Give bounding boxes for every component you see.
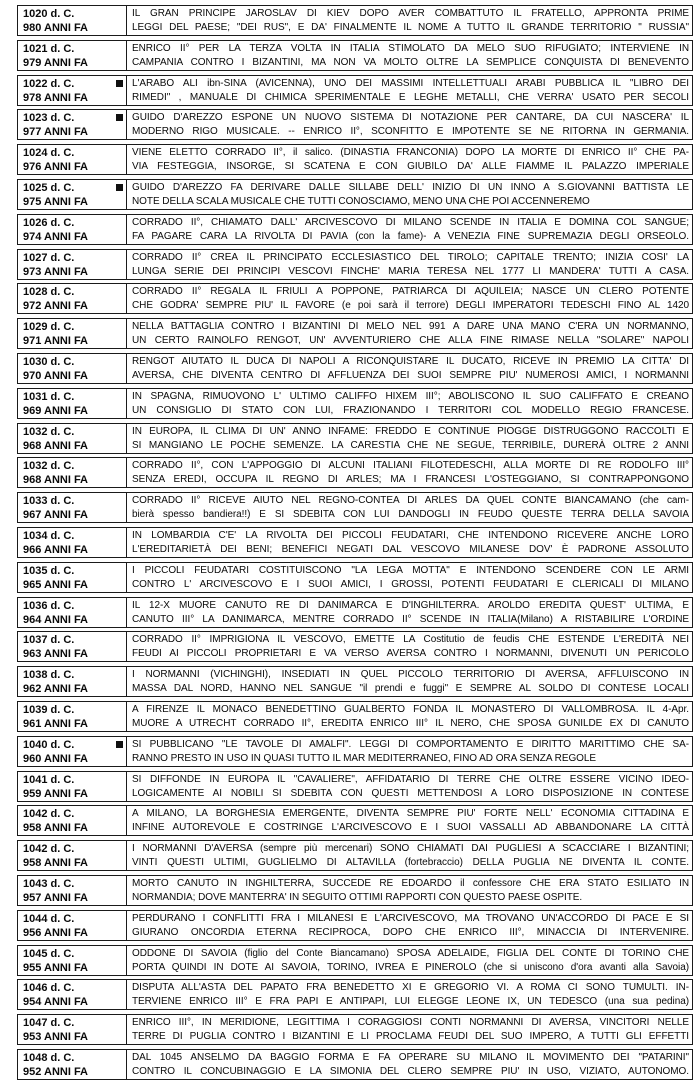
date-cell — [17, 388, 128, 419]
timeline-sheet — [5, 3, 693, 1082]
entry-text — [126, 492, 693, 523]
entry-line: DISPUTA ALL'ASTA DEL PAPATO FRA BENEDETTO XI E GREGORIO VI. A ROMA CI SONO TUMULTI. IN- — [132, 982, 689, 994]
entry-text — [126, 979, 693, 1010]
entry-line: CORRADO II° REGALA IL FRIULI A POPPONE, PATRIARCA DI AQUILEIA; NASCE UN CLERO POTENTE — [132, 286, 689, 298]
entry-text — [126, 75, 693, 106]
years-ago: 962 ANNI FA — [23, 683, 89, 696]
years-ago: 960 ANNI FA — [23, 752, 89, 765]
date-cell — [17, 910, 128, 941]
entry-text — [126, 945, 693, 976]
timeline-entry — [5, 664, 693, 699]
years-ago: 953 ANNI FA — [23, 1031, 89, 1044]
timeline-entry — [5, 699, 693, 734]
entry-line: L'ARABO ALI ibn-SINA (AVICENNA), UNO DEI MASSIMI INTELLETTUALI ARABI PUBBLICA IL "LIBRO DEI — [132, 77, 689, 89]
entry-line: LOGICAMENTE AI NOBILI SI SDEBITA CON QUESTI METTENDOSI A LORO DISPOSIZIONE IN CONTESE — [132, 787, 689, 799]
entry-line: MODERNO RIGO MUSICALE. -- ENRICO II°, SCONFITTO E IMPOTENTE SE NE RITORNA IN GERMANIA. — [132, 126, 689, 138]
timeline-entry — [5, 943, 693, 978]
years-ago: 959 ANNI FA — [23, 787, 89, 800]
date-cell — [17, 875, 128, 906]
date-cell — [17, 736, 128, 767]
entry-text — [126, 1049, 693, 1080]
years-ago: 964 ANNI FA — [23, 613, 89, 626]
entry-line: SENZA EREDI, OCCUPA IL REGNO DI ARLES; MA I FRANCESI L'OSTEGGIANO, SI CONTRAPPONGONO — [132, 474, 689, 486]
years-ago: 968 ANNI FA — [23, 439, 89, 452]
entry-line: I NORMANNI D'AVERSA (sempre più mercenari) SONO CHIAMATI DAI PUGLIESI A SCACCIARE I BIZANTINI; — [132, 843, 689, 855]
entry-text — [126, 597, 693, 628]
entry-year: 1047 d. C. — [23, 1017, 75, 1030]
entry-line: UN CONSIGLIO DI STATO CON LUI, FRAZIONANDO I TERRITORI COL MODELLO REGIO FRANCESE. — [132, 404, 689, 416]
date-cell — [17, 562, 128, 593]
entry-line: VIENE ELETTO CORRADO II°, il salico. (DINASTIA FRANCONIA) DOPO LA MORTE DI ENRICO II° CHE PA- — [132, 147, 689, 159]
entry-line: ENRICO III°, IN MERIDIONE, LEGITTIMA I CORAGGIOSI CONTI NORMANNI DI AVERSA, VINCITORI NELLE — [132, 1017, 689, 1029]
entry-line: IN SPAGNA, RIMUOVONO L' ULTIMO CALIFFO HIXEM III°; ABOLISCONO IL SUO CALIFFATO E CREANO — [132, 390, 689, 402]
entry-line: VINTI QUESTI ULTIMI, GUGLIELMO DI ALTAVILLA (fortebraccio) DELLA PUGLIA NE DIVENTA IL CONTE. — [132, 857, 689, 869]
entry-line: I NORMANNI (VICHINGHI), INSEDIATI IN QUEL PICCOLO TERRITORIO DI AVERSA, AFFLUISCONO IN — [132, 669, 689, 681]
date-cell — [17, 945, 128, 976]
entry-line: CORRADO II° IMPRIGIONA IL VESCOVO, EMETTE LA Costitutio de feudis CHE ESTENDE L'EREDITÀ NEI — [132, 634, 689, 646]
timeline-entry — [5, 421, 693, 456]
entry-line: AVERSA, CHE DIVENTA CENTRO DI AFFLUENZA DEI SUOI SEMPRE PIU' NUMEROSI AMICI, I NORMANNI — [132, 369, 689, 381]
entry-year: 1044 d. C. — [23, 912, 75, 925]
entry-year: 1038 d. C. — [23, 669, 75, 682]
entry-line: RIMEDI" , MANUALE DI CHIMICA SPERIMENTALE E LEGHE METALLI, CHE VERRA' USATO PER SECOLI — [132, 91, 689, 103]
entry-line: LUNGA SERIE DEI PRINCIPI VESCOVI FINCHE' MARIA TERESA NEL 1777 LI MANDERA' TUTTI A CASA. — [132, 265, 689, 277]
timeline-entry — [5, 1047, 693, 1082]
date-cell — [17, 249, 128, 280]
square-bullet-icon — [116, 184, 123, 191]
entry-year: 1036 d. C. — [23, 599, 75, 612]
date-cell — [17, 318, 128, 349]
timeline-entry — [5, 490, 693, 525]
date-cell — [17, 492, 128, 523]
years-ago: 967 ANNI FA — [23, 509, 89, 522]
entry-line: I PICCOLI FEUDATARI COSTITUISCONO "LA LEGA MOTTA" E INTENDONO SCENDERE CON LE ARMI — [132, 564, 689, 576]
timeline-entry — [5, 455, 693, 490]
entry-year: 1042 d. C. — [23, 843, 75, 856]
entry-year: 1030 d. C. — [23, 355, 75, 368]
years-ago: 975 ANNI FA — [23, 195, 89, 208]
entry-line: bierà spesso bandiera!!) E SI SDEBITA CON LUI DANDOGLI IN FEUDO QUESTE TERRA DELLA SAVOIA — [132, 509, 689, 521]
square-bullet-icon — [116, 114, 123, 121]
entry-text — [126, 666, 693, 697]
entry-line: NORMANDIA; DOVE MANTERRA' IN SEGUITO OTTIMI RAPPORTI CON QUESTO PAESE OSPITE. — [132, 891, 583, 903]
entry-text — [126, 249, 693, 280]
timeline-entry — [5, 212, 693, 247]
date-cell — [17, 840, 128, 871]
entry-line: LEGGI DEL PAESE; "DEI RUS", E DA' FINALMENTE IL NOME A TUTTO IL GRANDE TERRITORIO " RUSSIA" — [132, 22, 689, 33]
entry-line: A FIRENZE IL MONACO BENEDETTINO GUALBERTO FONDA IL MONASTERO DI VALLOMBROSA. IL 4-Apr. — [132, 703, 689, 715]
entry-line: RANNO PRESTO IN USO IN QUASI TUTTO IL MAR MEDITERRANEO, FINO AD ORA SENZA REGOLE — [132, 752, 597, 764]
years-ago: 957 ANNI FA — [23, 891, 89, 904]
entry-text — [126, 875, 693, 906]
entry-text — [126, 214, 693, 245]
entry-line: PORTA QUINDI IN DOTE AI SAVOIA, TORINO, IVREA E PINEROLO (che si uniscono d'ora avanti alla Savoia) — [132, 961, 689, 973]
date-cell — [17, 805, 128, 836]
date-cell — [17, 5, 128, 36]
years-ago: 971 ANNI FA — [23, 335, 89, 348]
date-cell — [17, 283, 128, 314]
timeline-entry — [5, 873, 693, 908]
timeline-entry — [5, 247, 693, 282]
entry-line: A MILANO, LA BORGHESIA EMERGENTE, DIVENTA SEMPRE PIU' FORTE NELL' ECONOMIA CITTADINA E — [132, 808, 689, 820]
entry-year: 1043 d. C. — [23, 877, 75, 890]
entry-text — [126, 736, 693, 767]
years-ago: 956 ANNI FA — [23, 926, 89, 939]
entry-line: CAMPANIA CONTRO I BIZANTINI, MA NON VA MOLTO OLTRE LA SEMPLICE CONQUISTA DI BENEVENTO — [132, 56, 689, 68]
entry-text — [126, 562, 693, 593]
entry-year: 1035 d. C. — [23, 564, 75, 577]
entry-line: MORTO CANUTO IN INGHILTERRA, SUCCEDE RE EDOARDO il confessore CHE ERA STATO ESILIATO IN — [132, 877, 689, 889]
entry-year: 1034 d. C. — [23, 529, 75, 542]
entry-line: CONTRO L' ARCIVESCOVO E I SUOI AMICI, I GROSSI, POTENTI FEUDATARI E CLERICALI DI MILANO — [132, 578, 689, 590]
entry-line: TERVIENE ENRICO III° E FRA PAPI E ANTIPAPI, LUI ELEGGE LEONE IX, UN TEDESCO (una sua pedina) — [132, 996, 689, 1008]
timeline-entry — [5, 3, 693, 38]
timeline-entry — [5, 316, 693, 351]
entry-line: UN CERTO RAINOLFO RENGOT, UN' AVVENTURIERO CHE ALLA FINE RIMASE NELLA "SOLARE" NAPOLI — [132, 335, 689, 347]
timeline-entry — [5, 107, 693, 142]
square-bullet-icon — [116, 741, 123, 748]
entry-year: 1032 d. C. — [23, 425, 75, 438]
date-cell — [17, 701, 128, 732]
entry-line: DAL 1045 ANSELMO DA BAGGIO FORMA E FA OPERARE SU MILANO IL MOVIMENTO DEI "PATARINI" — [132, 1051, 689, 1063]
entry-line: RENGOT AIUTATO IL DUCA DI NAPOLI A RICONQUISTARE IL DUCATO, RICEVE IN PREMIO LA CITTA' DI — [132, 355, 689, 367]
date-cell — [17, 144, 128, 175]
entry-line: IL GRAN PRINCIPE JAROSLAV DI KIEV DOPO AVER COMBATTUTO IL FRATELLO, APPRONTA PRIME — [132, 8, 689, 19]
years-ago: 980 ANNI FA — [23, 22, 89, 34]
years-ago: 969 ANNI FA — [23, 404, 89, 417]
entry-text — [126, 910, 693, 941]
entry-year: 1046 d. C. — [23, 982, 75, 995]
entry-year: 1022 d. C. — [23, 77, 75, 90]
years-ago: 961 ANNI FA — [23, 717, 89, 730]
timeline-entry — [5, 525, 693, 560]
years-ago: 966 ANNI FA — [23, 543, 89, 556]
entry-line: CHE GODRA' SEMPRE PIU' IL FAVORE (e poi sarà il terrore) DEGLI IMPERATORI TEDESCHI FINO AL 1420 — [132, 300, 689, 312]
timeline-entry — [5, 1012, 693, 1047]
entry-year: 1027 d. C. — [23, 251, 75, 264]
entry-line: FA PAGARE CARA LA RIVOLTA DI PAVIA (con la fame)- A VENEZIA FINE SUPREMAZIA DEGLI ORSEOLO. — [132, 230, 689, 242]
entry-year: 1032 d. C. — [23, 460, 75, 473]
timeline-entry — [5, 177, 693, 212]
years-ago: 968 ANNI FA — [23, 474, 89, 487]
entry-year: 1033 d. C. — [23, 495, 75, 508]
entry-line: CORRADO II°, CON L'APPOGGIO DI ALCUNI ITALIANI FILOTEDESCHI, ALLA MORTE DI RE RODOLFO III° — [132, 460, 689, 472]
years-ago: 970 ANNI FA — [23, 369, 89, 382]
timeline-entry — [5, 595, 693, 630]
timeline-entry — [5, 908, 693, 943]
years-ago: 965 ANNI FA — [23, 578, 89, 591]
entry-line: TERRE DI PUGLIA CONTRO I BIZANTINI E LI PROCLAMA FEUDI DEL SUO IMPERO, A TUTTI GLI EFFETTI — [132, 1031, 689, 1043]
entry-line: CONTRO IL CONCUBINAGGIO E LA SIMONIA DEL CLERO SEMPRE PIU' IN USO, VIZIATO, AUTONOMO. — [132, 1065, 689, 1077]
entry-year: 1024 d. C. — [23, 147, 75, 160]
entry-line: INFINE AUTOREVOLE E COSTRINGE L'ARCIVESCOVO E I SUOI VASSALLI AD ABBANDONARE LA CITTÀ — [132, 822, 689, 834]
entry-line: NOTE DELLA SCALA MUSICALE CHE TUTTI CONOSCIAMO, MENO UNA CHE POI ACCENNEREMO — [132, 195, 590, 207]
years-ago: 958 ANNI FA — [23, 857, 89, 870]
timeline-entry — [5, 769, 693, 804]
entry-line: PERDURANO I CONFLITTI FRA I MILANESI E L'ARCIVESCOVO, MA TROVANO UN'ACCORDO DI PACE E SI — [132, 912, 689, 924]
timeline-entry — [5, 734, 693, 769]
date-cell — [17, 40, 128, 71]
entry-line: SI PUBBLICANO "LE TAVOLE DI AMALFI". LEGGI DI COMPORTAMENTO E DIRITTO MARITTIMO CHE SA- — [132, 738, 689, 750]
entry-year: 1020 d. C. — [23, 8, 75, 20]
square-bullet-icon — [116, 80, 123, 87]
entry-text — [126, 388, 693, 419]
years-ago: 979 ANNI FA — [23, 56, 89, 69]
entry-line: SI DIFFONDE IN EUROPA IL "CAVALIERE", AFFIDATARIO DI TERRE CHE OLTRE ESSERE VICINO IDEO- — [132, 773, 689, 785]
entry-year: 1045 d. C. — [23, 947, 75, 960]
years-ago: 958 ANNI FA — [23, 822, 89, 835]
entry-text — [126, 109, 693, 140]
date-cell — [17, 214, 128, 245]
entry-year: 1048 d. C. — [23, 1051, 75, 1064]
entry-line: IN LOMBARDIA C'E' LA RIVOLTA DEI PICCOLI FEUDATARI, CHE INTENDONO RICEVERE ANCHE LORO — [132, 529, 689, 541]
timeline-entry — [5, 803, 693, 838]
entry-text — [126, 527, 693, 558]
timeline-entry — [5, 629, 693, 664]
entry-year: 1028 d. C. — [23, 286, 75, 299]
date-cell — [17, 979, 128, 1010]
entry-text — [126, 353, 693, 384]
years-ago: 973 ANNI FA — [23, 265, 89, 278]
date-cell — [17, 1014, 128, 1045]
entry-text — [126, 283, 693, 314]
entry-line: VIA FESTEGGIA, INSORGE, SI SCATENA E CON GIUBILO DA' ALLE FIAMME IL PALAZZO IMPERIALE — [132, 161, 689, 173]
years-ago: 978 ANNI FA — [23, 91, 89, 104]
entry-line: GUIDO D'AREZZO ESPONE UN NUOVO SISTEMA DI NOTAZIONE PER CANTARE, DA CUI NASCERA' IL — [132, 112, 689, 124]
date-cell — [17, 1049, 128, 1080]
entry-line: CORRADO II° CREA IL PRINCIPATO ECCLESIASTICO DEL TIROLO; CAPITALE TRENTO; INIZIA COSI' LA — [132, 251, 689, 263]
date-cell — [17, 771, 128, 802]
timeline-entry — [5, 351, 693, 386]
timeline-entry — [5, 977, 693, 1012]
entry-line: FEUDI AI PICCOLI PROPRIETARI E VA VERSO AVERSA CONTRO I NORMANNI, DIVENUTI UN PERICOLO — [132, 648, 689, 660]
date-cell — [17, 109, 128, 140]
entry-text — [126, 318, 693, 349]
entry-line: CANUTO III° LA DANIMARCA, MENTRE CORRADO II° SCENDE IN ITALIA(Milano) A RISTABILIRE L'ORDINE — [132, 613, 689, 625]
years-ago: 977 ANNI FA — [23, 126, 89, 139]
timeline-entry — [5, 838, 693, 873]
entry-line: CORRADO II°, CHIAMATO DALL' ARCIVESCOVO DI MILANO SCENDE IN ITALIA E DOMINA COL SANGUE; — [132, 216, 689, 228]
years-ago: 974 ANNI FA — [23, 230, 89, 243]
entry-line: ODDONE DI SAVOIA (figlio del Conte Biancamano) SPOSA ADELAIDE, FIGLIA DEL CONTE DI TORINO CHE — [132, 947, 689, 959]
entry-year: 1039 d. C. — [23, 703, 75, 716]
entry-line: SI MANGIANO LE POCHE SEMENZE. LA CARESTIA CHE NE SEGUE, TERRIBILE, DURERÀ OLTRE 2 ANNI — [132, 439, 689, 451]
entry-text — [126, 631, 693, 662]
date-cell — [17, 631, 128, 662]
entry-year: 1040 d. C. — [23, 738, 75, 751]
years-ago: 952 ANNI FA — [23, 1065, 89, 1078]
entry-text — [126, 805, 693, 836]
date-cell — [17, 597, 128, 628]
timeline-entry — [5, 38, 693, 73]
date-cell — [17, 423, 128, 454]
entry-text — [126, 144, 693, 175]
years-ago: 963 ANNI FA — [23, 648, 89, 661]
timeline-entry — [5, 386, 693, 421]
entry-year: 1026 d. C. — [23, 216, 75, 229]
entry-year: 1025 d. C. — [23, 181, 75, 194]
timeline-entry — [5, 73, 693, 108]
entry-line: IL 12-X MUORE CANUTO RE DI DANIMARCA E D'INGHILTERRA. AROLDO EREDITA QUEST' ULTIMA, E — [132, 599, 689, 611]
entry-line: L'EREDITARIETÀ DEI BENI; BENEFICI NEGATI DAL VESCOVO MILANESE DOV' È PADRONE ASSOLUTO — [132, 543, 689, 555]
date-cell — [17, 457, 128, 488]
entry-year: 1029 d. C. — [23, 321, 75, 334]
timeline-entry — [5, 560, 693, 595]
entry-year: 1023 d. C. — [23, 112, 75, 125]
date-cell — [17, 75, 128, 106]
entry-line: ENRICO II° PER LA TERZA VOLTA IN ITALIA STIMOLATO DA MELO SUO RIFUGIATO; INTERVIENE IN — [132, 42, 689, 54]
entry-line: CORRADO II° RICEVE AIUTO NEL REGNO-CONTEA DI ARLES DA QUEL CONTE BIANCAMANO (che cam- — [132, 495, 689, 507]
entry-text — [126, 5, 693, 36]
years-ago: 972 ANNI FA — [23, 300, 89, 313]
entry-text — [126, 457, 693, 488]
entry-year: 1037 d. C. — [23, 634, 75, 647]
date-cell — [17, 353, 128, 384]
entry-line: GUIDO D'AREZZO FA DERIVARE DALLE SILLABE DELL' INIZIO DI UN INNO A S.GIOVANNI BATTISTA LE — [132, 181, 689, 193]
years-ago: 954 ANNI FA — [23, 996, 89, 1009]
entry-text — [126, 179, 693, 210]
entry-line: IN EUROPA, IL CLIMA DI UN' ANNO INFAME: FREDDO E CONTINUE PIOGGE DISTRUGGONO RACCOLTI E — [132, 425, 689, 437]
entry-text — [126, 1014, 693, 1045]
entry-year: 1021 d. C. — [23, 42, 75, 55]
timeline-entry — [5, 281, 693, 316]
years-ago: 955 ANNI FA — [23, 961, 89, 974]
entry-year: 1031 d. C. — [23, 390, 75, 403]
entry-text — [126, 40, 693, 71]
entry-text — [126, 423, 693, 454]
years-ago: 976 ANNI FA — [23, 161, 89, 174]
entry-text — [126, 840, 693, 871]
entry-line: MASSA DAL NORD, HANNO NEL SANGUE "il prendi e fuggi" E SEMPRE AL SOLDO DI CONTESE LOCALI — [132, 683, 689, 695]
entry-text — [126, 771, 693, 802]
date-cell — [17, 527, 128, 558]
timeline-entry — [5, 142, 693, 177]
date-cell — [17, 666, 128, 697]
date-cell — [17, 179, 128, 210]
entry-year: 1041 d. C. — [23, 773, 75, 786]
entry-line: MUORE A UTRECHT CORRADO II°, EREDITA ENRICO III° IL NERO, CHE SPOSA GUNILDE EX DI CANUTO — [132, 717, 689, 729]
entry-text — [126, 701, 693, 732]
entry-year: 1042 d. C. — [23, 808, 75, 821]
entry-line: NELLA BATTAGLIA CONTRO I BIZANTINI DI MELO NEL 991 A DARE UNA MANO C'ERA UN NORMANNO, — [132, 321, 689, 333]
entry-line: GIURANO ONCORDIA ETERNA RECIPROCA, DOPO CHE ENRICO III°, MINACCIA DI INTERVENIRE. — [132, 926, 689, 938]
